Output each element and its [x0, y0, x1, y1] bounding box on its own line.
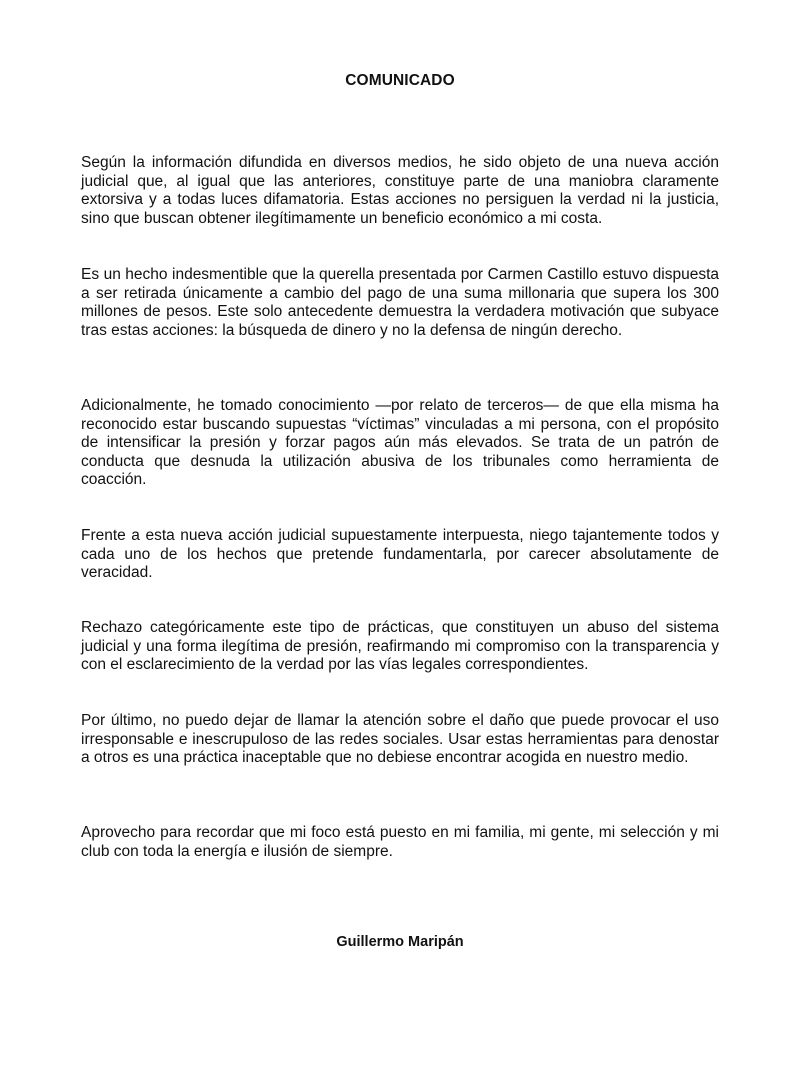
document-title: COMUNICADO — [345, 72, 455, 89]
paragraph-2: Es un hecho indesmentible que la querella presentada por Carmen Castillo estuvo dispuesta a ser retirada únicamente a cambio del pago de una suma millonaria que supera los 300 millones de pesos. Este solo antecedente demuestra la verdadera motivación que subyace tras estas acciones: la búsqueda de dinero y no la defensa de ningún derecho. — [81, 266, 719, 339]
paragraph-4: Frente a esta nueva acción judicial supuestamente interpuesta, niego tajantemente todos y cada uno de los hechos que pretende fundamentarla, por carecer absolutamente de veracidad. — [81, 527, 719, 582]
paragraph-1: Según la información difundida en diversos medios, he sido objeto de una nueva acción judicial que, al igual que las anteriores, constituye parte de una maniobra claramente extorsiva y a todas luces difamatoria. Estas acciones no persiguen la verdad ni la justicia, sino que buscan obtener ilegítimamente un beneficio económico a mi costa. — [81, 154, 719, 227]
paragraph-6: Por último, no puedo dejar de llamar la atención sobre el daño que puede provocar el uso irresponsable e inescrupuloso de las redes sociales. Usar estas herramientas para denostar a otros es una práctica inaceptable que no debiese encontrar acogida en nuestro medio. — [81, 712, 719, 767]
signature-name: Guillermo Maripán — [336, 934, 464, 950]
paragraph-3: Adicionalmente, he tomado conocimiento —por relato de terceros— de que ella misma ha reconocido estar buscando supuestas “víctimas” vinculadas a mi persona, con el propósito de intensificar la presión y forzar pagos aún más elevados. Se trata de un patrón de conducta que desnuda la utilización abusiva de los tribunales como herramienta de coacción. — [81, 397, 719, 489]
paragraph-7: Aprovecho para recordar que mi foco está puesto en mi familia, mi gente, mi selección y mi club con toda la energía e ilusión de siempre. — [81, 824, 719, 860]
paragraph-5: Rechazo categóricamente este tipo de prácticas, que constituyen un abuso del sistema judicial y una forma ilegítima de presión, reafirmando mi compromiso con la transparencia y con el esclarecimiento de la verdad por las vías legales correspondientes. — [81, 619, 719, 674]
